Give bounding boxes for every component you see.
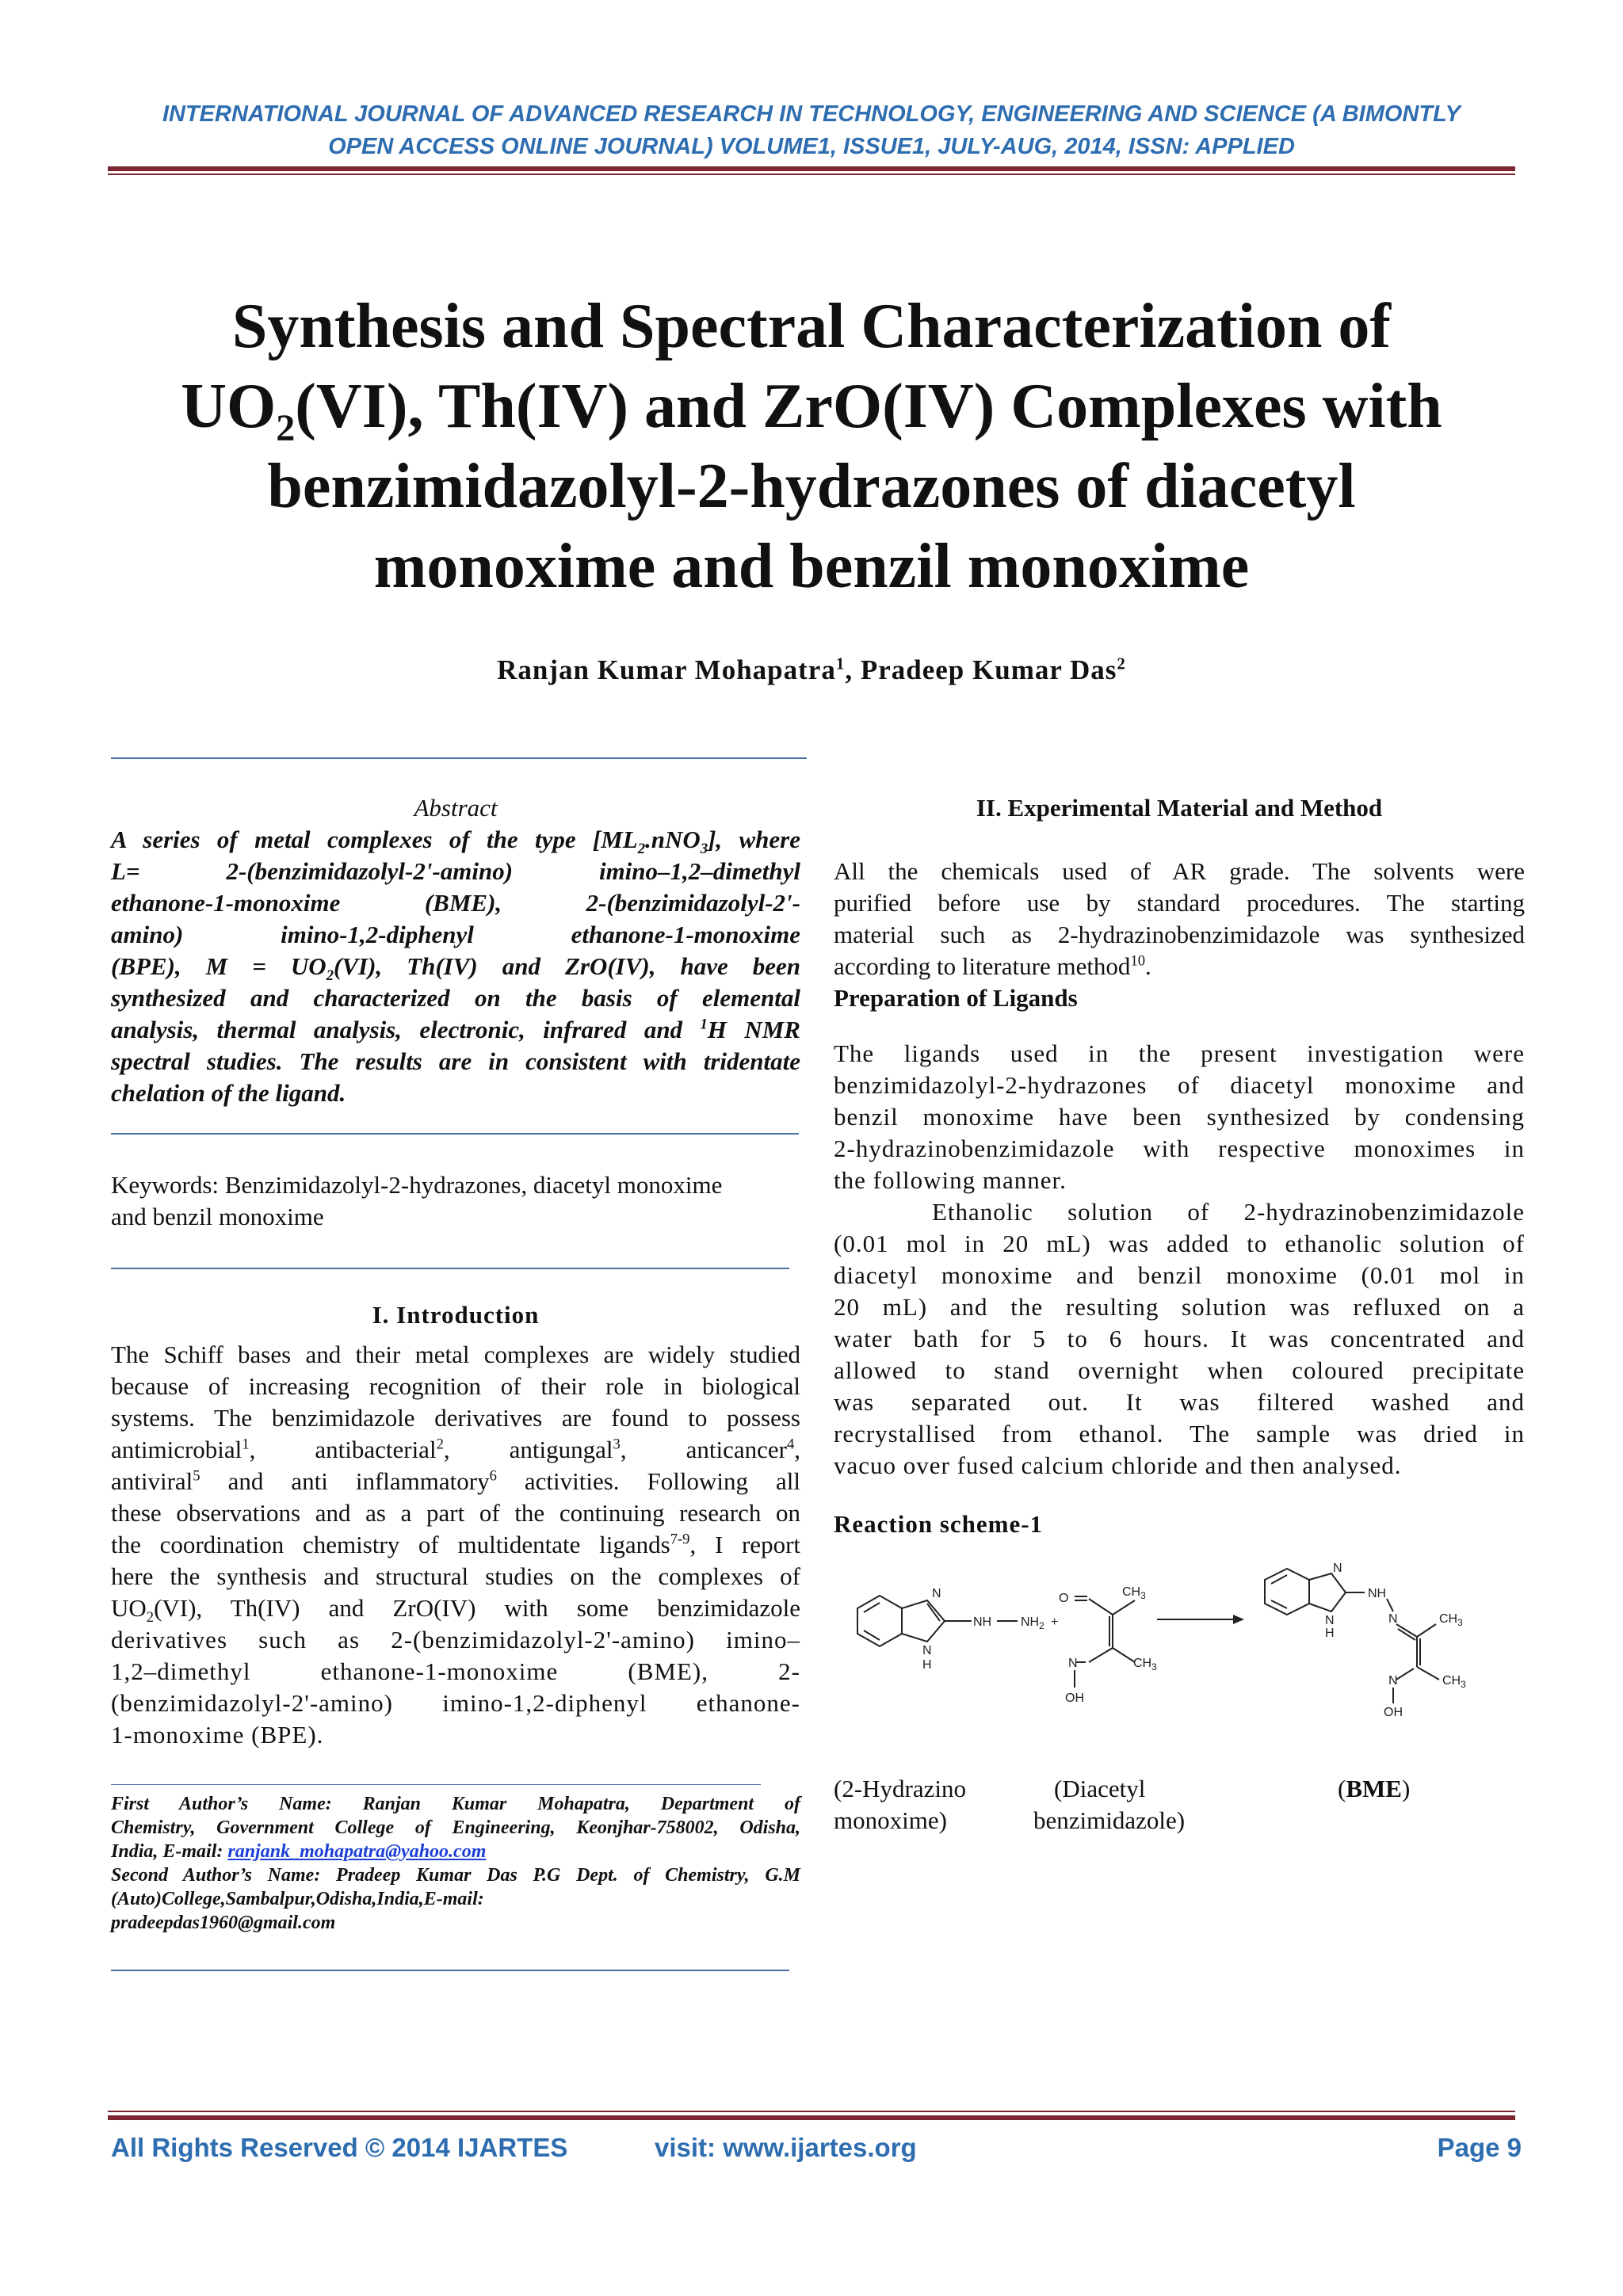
- atom-label: N: [932, 1587, 941, 1600]
- exp-line: diacetyl monoxime and benzil monoxime (0.01 mol in: [834, 1261, 1525, 1289]
- footnote-line: (Auto)College,Sambalpur,Odisha,India,E-mail:: [111, 1889, 484, 1909]
- journal-header: [119, 98, 1504, 163]
- abstract-line: ethanone-1-monoxime (BME), 2-(benzimidazolyl-2'-: [111, 889, 800, 917]
- divider-top: [111, 757, 807, 759]
- imidazole-ring-2: [1309, 1573, 1346, 1611]
- caption-reactant-2: (Diacetyl benzimidazole): [1033, 1775, 1186, 1834]
- header-rule-thin: [108, 174, 1515, 175]
- intro-line: the coordination chemistry of multidentate ligands$^{7-9}$, I report: [111, 1531, 801, 1558]
- exp-line: The ligands used in the present investigation were: [834, 1039, 1525, 1067]
- title-line-4: monoxime and benzil monoxime: [373, 532, 1250, 601]
- atom-label: OH: [1384, 1706, 1403, 1719]
- abstract-line: chelation of the ligand.: [111, 1079, 346, 1107]
- exp-line: vacuo over fused calcium chloride and then analysed.: [834, 1451, 1402, 1479]
- intro-line: here the synthesis and structural studies on the complexes of: [111, 1562, 800, 1590]
- abstract-heading: Abstract: [414, 794, 498, 822]
- atom-label: $CH_3$: [1122, 1585, 1146, 1601]
- divider-bottom: [111, 1970, 789, 1971]
- intro-line: antiviral$^5$ and anti inflammatory$^6$ activities. Following all: [111, 1467, 800, 1495]
- footnote-line: Second Author’s Name: Pradeep Kumar Das P.G Dept. of Chemistry, G.M: [111, 1865, 800, 1886]
- atom-label: N: [1325, 1614, 1335, 1627]
- intro-line: derivatives such as 2-(benzimidazolyl-2'-amino) imino–: [111, 1626, 800, 1653]
- footer-page-number: Page 9: [1437, 2133, 1522, 2162]
- exp-line: water bath for 5 to 6 hours. It was concentrated and: [834, 1325, 1525, 1352]
- abstract: [111, 792, 800, 1109]
- exp-line: All the chemicals used of AR grade. The solvents were: [834, 857, 1525, 885]
- introduction-heading: I. Introduction: [372, 1301, 540, 1329]
- atom-label: $CH_3$: [1439, 1612, 1463, 1628]
- paper-title: [119, 287, 1504, 607]
- atom-label: NH: [1368, 1587, 1387, 1600]
- atom-label: N: [1333, 1562, 1342, 1575]
- experimental: [834, 792, 1525, 1482]
- abstract-line: A series of metal complexes of the type $[ML_2.nNO_3]$, where: [111, 826, 801, 858]
- abstract-line: L= 2-(benzimidazolyl-2'-amino) imino–1,2–dimethyl: [111, 857, 800, 885]
- atom-label: N: [1388, 1674, 1398, 1688]
- abstract-line: amino) imino-1,2-diphenyl ethanone-1-monoxime: [111, 921, 800, 948]
- exp-line: was separated out. It was filtered washed and: [834, 1388, 1525, 1416]
- header-rule-thick: [108, 166, 1515, 171]
- exp-line: Ethanolic solution of 2-hydrazinobenzimidazole: [932, 1198, 1525, 1226]
- intro-line: $UO_2(VI)$, Th(IV) and ZrO(IV) with some benzimidazole: [111, 1594, 800, 1627]
- intro-line: 1,2–dimethyl ethanone-1-monoxime (BME), 2-: [111, 1657, 800, 1685]
- atom-label: H: [922, 1658, 932, 1672]
- exp-line: allowed to stand overnight when coloured precipitate: [834, 1356, 1525, 1384]
- title-line-1: Synthesis and Spectral Characterization of: [231, 292, 1392, 361]
- divider-keywords: [111, 1268, 789, 1269]
- intro-line: these observations and as a part of the continuing research on: [111, 1499, 800, 1527]
- intro-line: systems. The benzimidazole derivatives are found to possess: [111, 1404, 800, 1432]
- intro-line: antimicrobial$^1$, antibacterial$^2$, antigungal$^3$, anticancer$^4$,: [111, 1436, 800, 1463]
- footnote-line: Chemistry, Government College of Engineering, Keonjhar-758002, Odisha,: [111, 1817, 800, 1838]
- atom-label: $CH_3$: [1133, 1657, 1157, 1672]
- exp-line: the following manner.: [834, 1166, 1067, 1194]
- footnote: [111, 1792, 800, 1935]
- divider-footnote: [111, 1784, 761, 1785]
- preparation-heading: Preparation of Ligands: [834, 984, 1078, 1012]
- title-line-2: $UO_2(VI)$, Th(IV) and ZrO(IV) Complexes with: [181, 372, 1442, 449]
- reaction-scheme-heading: Reaction scheme-1: [834, 1510, 1044, 1538]
- footnote-line: pradeepdas1960@gmail.com: [111, 1913, 336, 1933]
- caption-reactant-1: (2-Hydrazino monoxime): [834, 1775, 966, 1834]
- email-link-author-1[interactable]: ranjank_mohapatra@yahoo.com: [227, 1841, 487, 1862]
- exp-line: 20 mL) and the resulting solution was refluxed on a: [834, 1293, 1525, 1321]
- footer-rule-thin: [108, 2111, 1515, 2112]
- exp-line: purified before use by standard procedures. The starting: [834, 889, 1525, 917]
- atom-label: $NH_2$: [1021, 1615, 1044, 1631]
- introduction: [111, 1299, 800, 1751]
- exp-line: benzimidazolyl-2-hydrazones of diacetyl monoxime and: [834, 1071, 1525, 1099]
- intro-line: (benzimidazolyl-2'-amino) imino-1,2-diphenyl ethanone-: [111, 1689, 800, 1717]
- exp-line: recrystallised from ethanol. The sample was dried in: [834, 1420, 1525, 1447]
- intro-line: because of increasing recognition of their role in biological: [111, 1372, 800, 1400]
- experimental-heading: II. Experimental Material and Method: [976, 794, 1383, 822]
- keywords: [111, 1169, 800, 1233]
- exp-line: 2-hydrazinobenzimidazole with respective monoximes in: [834, 1135, 1525, 1162]
- atom-label: O: [1059, 1592, 1069, 1605]
- imidazole-ring-1: [902, 1600, 945, 1642]
- footnote-line: India, E-mail: ranjank_mohapatra@yahoo.com: [111, 1841, 487, 1862]
- atom-label: N: [1388, 1612, 1398, 1626]
- caption-product: (BME): [1338, 1775, 1411, 1802]
- exp-line: according to literature method$^{10}$.: [834, 952, 1151, 980]
- author-1: Ranjan Kumar Mohapatra: [497, 654, 836, 685]
- abstract-line: analysis, thermal analysis, electronic, infrared and $^1$H NMR: [111, 1016, 800, 1043]
- reaction-scheme-diagram: [834, 1562, 1531, 1743]
- journal-header-line-2: OPEN ACCESS ONLINE JOURNAL) VOLUME1, ISSUE1, JULY-AUG, 2014, ISSN: APPLIED: [328, 134, 1295, 159]
- authors: Ranjan Kumar Mohapatra$^1$, Pradeep Kumar Das$^2$: [497, 654, 1126, 685]
- divider-abstract: [111, 1133, 799, 1135]
- abstract-line: spectral studies. The results are in consistent with tridentate: [111, 1047, 800, 1075]
- author-2: Pradeep Kumar Das: [860, 654, 1117, 685]
- intro-line: The Schiff bases and their metal complexes are widely studied: [111, 1341, 800, 1368]
- atom-label: N: [922, 1644, 932, 1657]
- atom-label: NH: [973, 1615, 992, 1629]
- footnote-line: First Author’s Name: Ranjan Kumar Mohapatra, Department of: [111, 1794, 800, 1814]
- plus-sign: +: [1051, 1615, 1059, 1629]
- reaction-arrow-head: [1233, 1615, 1244, 1624]
- exp-line: (0.01 mol in 20 mL) was added to ethanolic solution of: [834, 1230, 1525, 1257]
- abstract-line: synthesized and characterized on the basis of elemental: [111, 984, 800, 1012]
- atom-label: N: [1068, 1657, 1078, 1670]
- keywords-line-1: Keywords: Benzimidazolyl-2-hydrazones, diacetyl monoxime: [111, 1171, 723, 1199]
- atom-label: H: [1325, 1627, 1335, 1640]
- exp-line: material such as 2-hydrazinobenzimidazole was synthesized: [834, 921, 1525, 948]
- atom-label: OH: [1065, 1691, 1084, 1705]
- abstract-line: (BPE), $M = UO_2(VI)$, Th(IV) and ZrO(IV), have been: [111, 952, 800, 985]
- title-line-3: benzimidazolyl-2-hydrazones of diacetyl: [267, 452, 1356, 521]
- footer-website-link[interactable]: visit: www.ijartes.org: [655, 2133, 917, 2162]
- footer-rights: All Rights Reserved © 2014 IJARTES: [111, 2133, 568, 2162]
- keywords-line-2: and benzil monoxime: [111, 1203, 324, 1230]
- exp-line: benzil monoxime have been synthesized by condensing: [834, 1103, 1525, 1131]
- atom-label: $CH_3$: [1442, 1674, 1466, 1690]
- journal-header-line-1: INTERNATIONAL JOURNAL OF ADVANCED RESEARCH IN TECHNOLOGY, ENGINEERING AND SCIENCE (A BIMONTLY: [162, 101, 1461, 127]
- footer-rule-thick: [108, 2115, 1515, 2120]
- intro-line: 1-monoxime (BPE).: [111, 1721, 324, 1749]
